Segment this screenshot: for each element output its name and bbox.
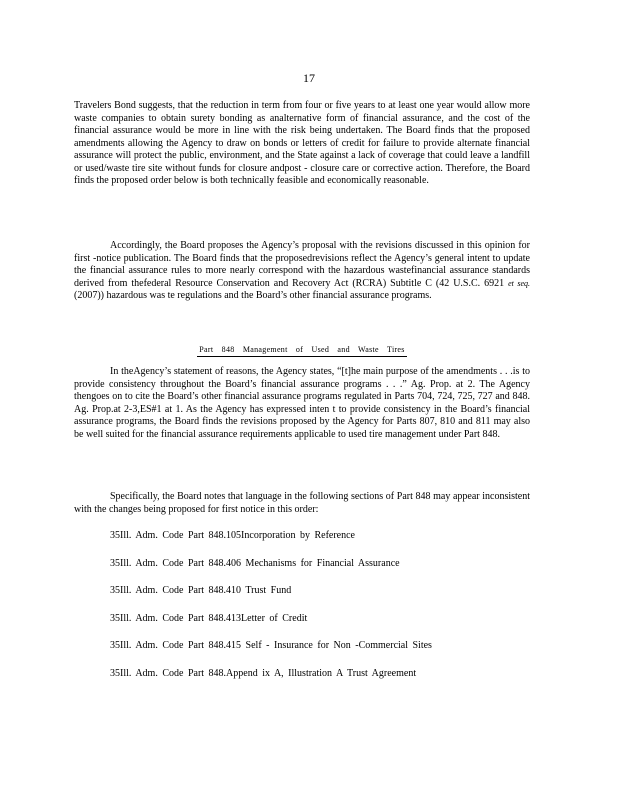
citation-item: 35Ill. Adm. Code Part 848.Append ix A, Illustration A Trust Agreement <box>110 667 417 679</box>
paragraph-board-proposes-text: Accordingly, the Board proposes the Agency’s proposal with the revisions discussed in this opinion for first -notice publication. The Board finds that the proposedrevisions reflect the Agency’s general intent to update the financial assurance rules to more nearly correspond with the hazardous wastefinancial assurance standards derived from thefederal Resource Conservation and Recovery Act (RCRA) Subtitle C (42 U.S.C. 6921 <box>74 240 530 289</box>
section-heading-part-848: Part 848 Management of Used and Waste Tires <box>197 345 406 357</box>
paragraph-board-proposes <box>74 240 530 303</box>
paragraph-travelers-bond: Travelers Bond suggests, that the reduction in term from four or five years to at least one year would allow more waste companies to obtain surety bonding as analternative form of financial assurance, and the cost of the financial assurance would be more in line with the risk being undertaken. The Board finds that the proposed amendments allowing the Agency to draw on bonds or letters of credit for failure to provide alternate financial assurance will protect the public, environment, and the State against a lack of coverage that could leave a landfill or used/waste tire site without funds for closure andpost - closure care or corrective action. Therefore, the Board finds the proposed order below is both technically feasible and economically reasonable. <box>74 100 530 186</box>
citation-item: 35Ill. Adm. Code Part 848.105Incorporation by Reference <box>110 530 355 541</box>
citation-item: 35Ill. Adm. Code Part 848.406 Mechanisms for Financial Assurance <box>110 557 400 569</box>
et-seq-italic: et seq. <box>508 278 530 288</box>
citation-item: 35Ill. Adm. Code Part 848.413Letter of Credit <box>110 612 308 624</box>
citation-item: 35Ill. Adm. Code Part 848.410 Trust Fund <box>110 585 292 596</box>
page-number: 17 <box>303 71 315 85</box>
citation-list <box>110 530 530 695</box>
paragraph-specifically: Specifically, the Board notes that language in the following sections of Part 848 may appear inconsistent with the changes being proposed for first notice in this order: <box>74 491 530 515</box>
paragraph-agency-statement: In theAgency’s statement of reasons, the Agency states, “[t]he main purpose of the amendments . . .is to provide consistency throughout the Board’s financial assurance programs . . .” Ag. Prop. at 2. The Agency thengoes on to cite the Board’s other financial assurance programs regulated in Parts 704, 724, 725, 727 and 848. Ag. Prop.at 2-3,ES#1 at 1. As the Agency has expressed inten t to provide consistency in the Board’s financial assurance programs, the Board finds the revisions proposed by the Agency for Parts 807, 810 and 811 may also be well suited for the financial assurance requirements applicable to used tire management under Part 848. <box>74 366 530 440</box>
paragraph-board-proposes-text-end: (2007)) hazardous was te regulations and the Board’s other financial assurance programs. <box>74 290 432 301</box>
section-heading-wrap <box>74 339 530 357</box>
citation-item: 35Ill. Adm. Code Part 848.415 Self - Insurance for Non -Commercial Sites <box>110 640 432 651</box>
